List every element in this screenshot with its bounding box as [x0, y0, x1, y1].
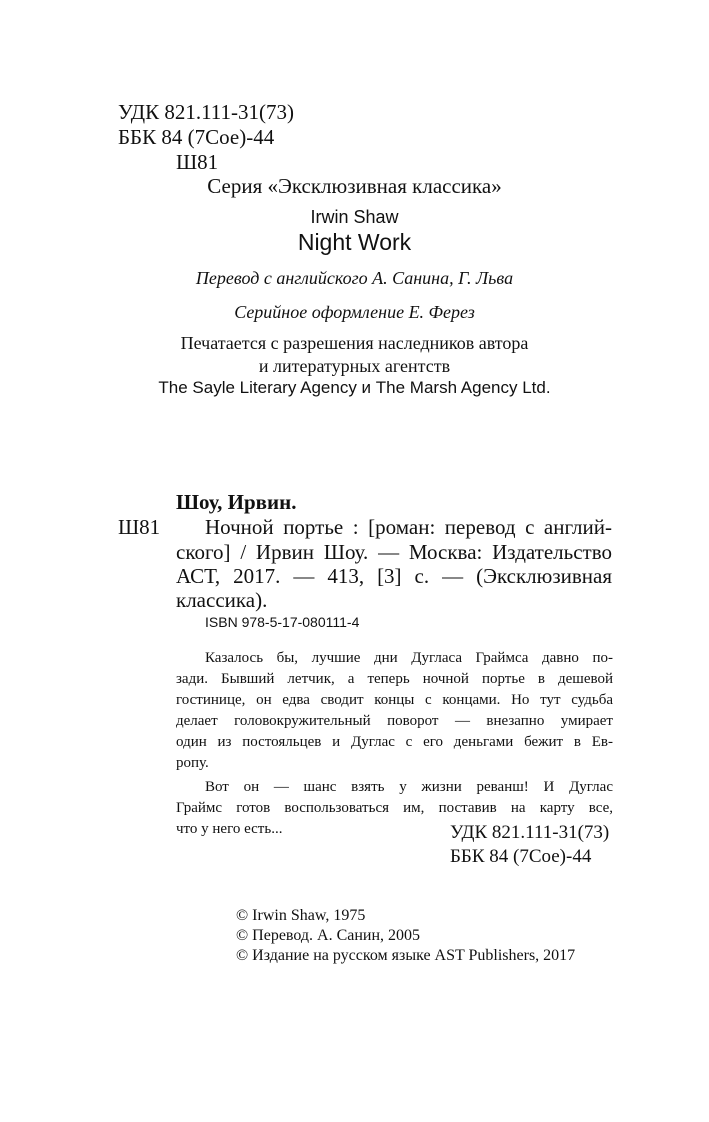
bbk-code: ББК 84 (7Сое)-44: [118, 125, 275, 149]
copyright-line: © Издание на русском языке AST Publishers, 2017: [236, 947, 576, 964]
annotation-line: один из постояльцев и Дуглас с его деньгами бежит в Ев-: [176, 734, 613, 750]
annotation-line: гостинице, он едва сводит концы с концами. Но тут судьба: [176, 692, 613, 708]
series-line: Серия «Эксклюзивная классика»: [207, 174, 502, 198]
author-sign: Ш81: [176, 150, 219, 174]
annotation-line: Граймс готов воспользоваться им, поставив на карту все,: [176, 800, 613, 816]
catalog-bbk-code: ББК 84 (7Сое)-44: [450, 846, 592, 867]
design-credit: Серийное оформление Е. Ферез: [234, 302, 475, 322]
annotation-line: зади. Бывший летчик, а теперь ночной портье в дешевой: [176, 671, 613, 687]
catalog-desc-line: ского] / Ирвин Шоу. — Москва: Издательство: [176, 540, 612, 564]
catalog-sign: Ш81: [118, 515, 161, 539]
catalog-desc-line: АСТ, 2017. — 413, [3] с. — (Эксклюзивная: [176, 564, 612, 588]
annotation-line: ропу.: [176, 755, 209, 771]
permission-line-1: Печатается с разрешения наследников автора: [180, 333, 529, 353]
copyright-line: © Перевод. А. Санин, 2005: [236, 927, 421, 944]
catalog-desc-line: классика).: [176, 588, 268, 612]
catalog-udk-code: УДК 821.111-31(73): [450, 822, 610, 843]
annotation-line: Вот он — шанс взять у жизни реванш! И Дуглас: [205, 779, 613, 795]
catalog-desc-line: Ночной портье : [роман: перевод с англий-: [205, 515, 612, 539]
annotation-line: делает головокружительный поворот — внезапно умирает: [176, 713, 613, 729]
copyright-line: © Irwin Shaw, 1975: [236, 907, 366, 924]
isbn: ISBN 978-5-17-080111-4: [205, 614, 360, 630]
permission-line-2: и литературных агентств: [258, 356, 451, 376]
catalog-author-heading: Шоу, Ирвин.: [176, 490, 297, 514]
permission-line-3: The Sayle Literary Agency и The Marsh Agency Ltd.: [158, 378, 551, 397]
udk-code: УДК 821.111-31(73): [118, 100, 294, 124]
original-title: Night Work: [297, 229, 412, 255]
translation-credit: Перевод с английского А. Санина, Г. Льва: [195, 268, 514, 288]
original-author: Irwin Shaw: [310, 207, 399, 227]
annotation-line: Казалось бы, лучшие дни Дугласа Граймса давно по-: [205, 650, 613, 666]
annotation-line: что у него есть...: [176, 821, 283, 837]
